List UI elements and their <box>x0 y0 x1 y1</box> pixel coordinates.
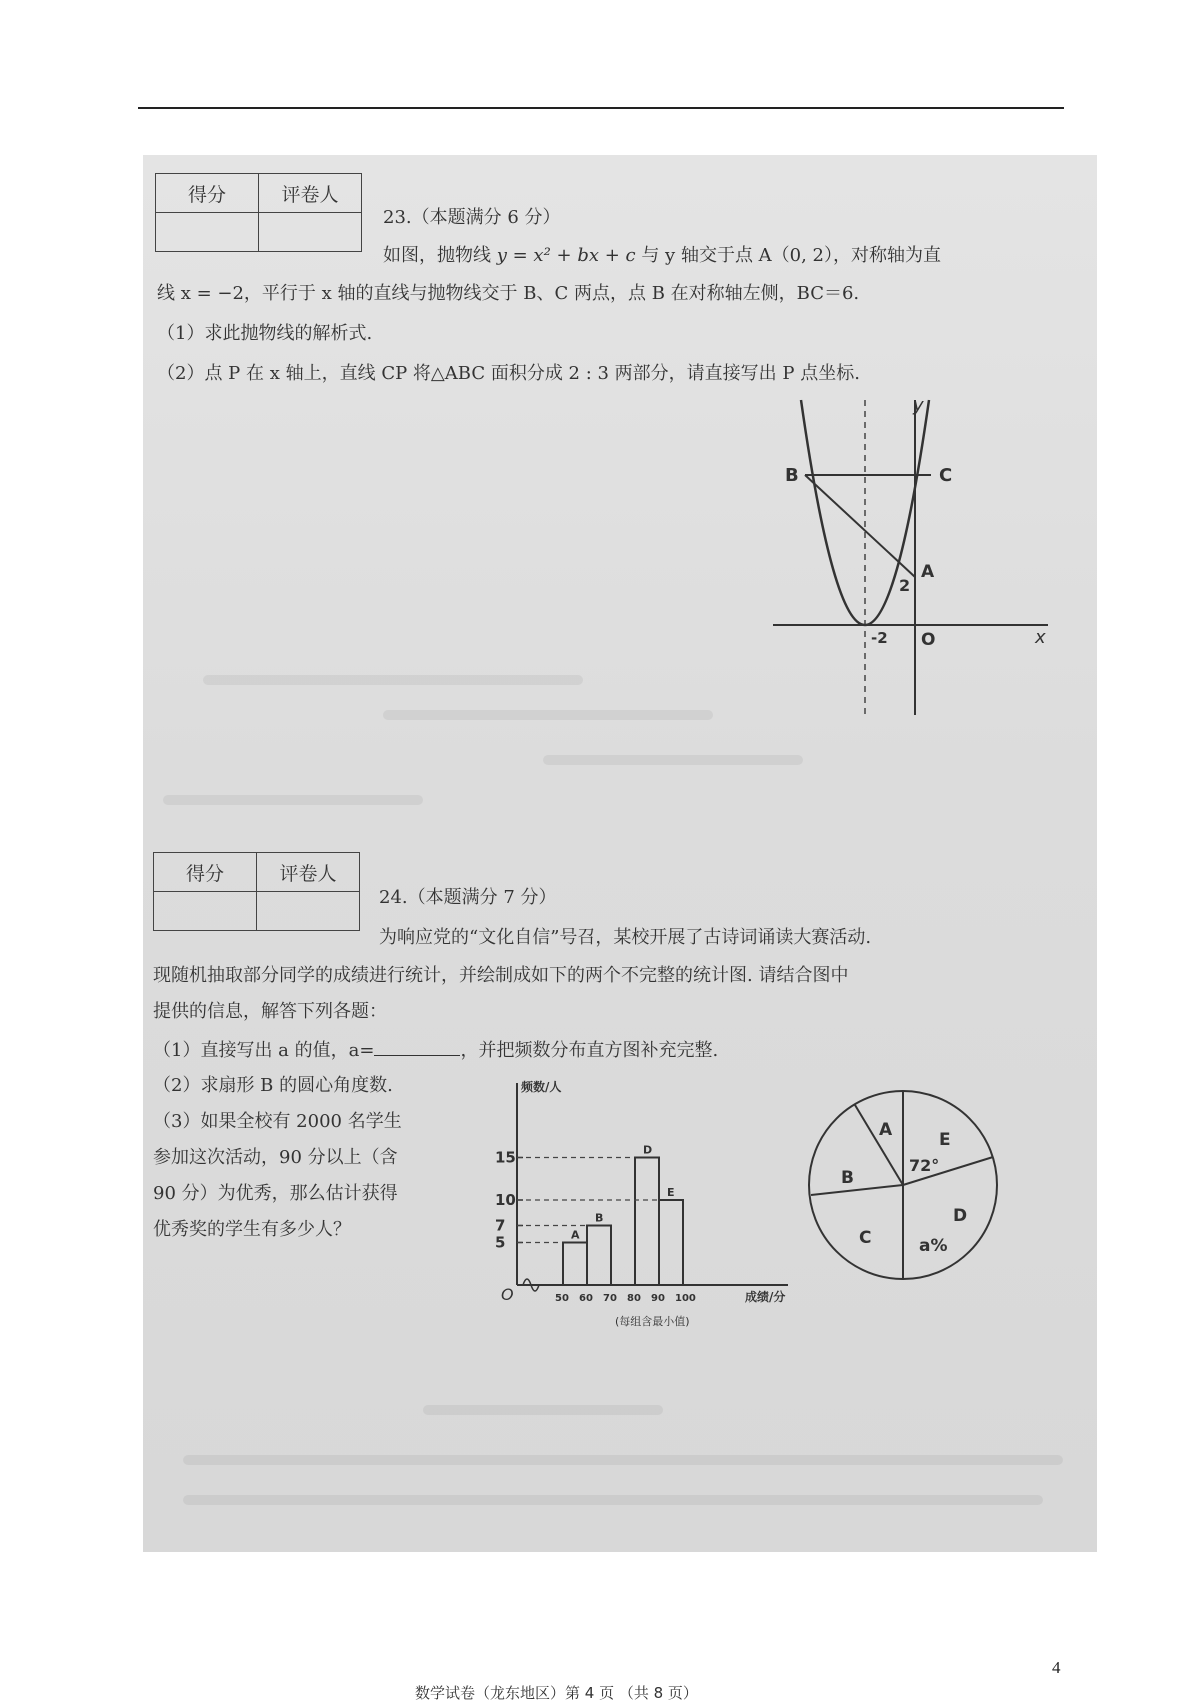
sector-c-label: C <box>859 1228 872 1248</box>
q24-part1 <box>153 1039 718 1062</box>
sector-d-percent: a% <box>919 1236 948 1256</box>
sector-a-label: A <box>879 1120 893 1140</box>
y-tick-label: 7 <box>495 1216 506 1235</box>
q23-formula: y = x² + bx + c <box>496 245 636 266</box>
q23-line1-prefix: 如图，抛物线 <box>383 245 497 266</box>
sector-e-label: E <box>939 1130 951 1150</box>
x-tick-label: 80 <box>627 1293 641 1304</box>
pie-divider <box>855 1105 903 1185</box>
q23-title: 23.（本题满分 6 分） <box>383 207 561 228</box>
grader-header: 评卷人 <box>257 853 360 892</box>
parabola-figure <box>763 395 1063 735</box>
grader-cell <box>257 892 360 931</box>
hist-xlabel: 成绩/分 <box>745 1290 786 1304</box>
x-tick-label: 90 <box>651 1293 665 1304</box>
q24-score-table <box>153 852 360 931</box>
q23-score-table <box>155 173 362 252</box>
y-intercept-label: 2 <box>899 576 911 595</box>
point-b-label: B <box>785 465 799 486</box>
scanned-exam-photo <box>143 155 1097 1702</box>
symmetry-x-label: -2 <box>871 629 888 647</box>
q24-part1-suffix: ，并把频数分布直方图补充完整. <box>460 1040 719 1061</box>
score-header: 得分 <box>156 174 259 213</box>
q24-line1: 为响应党的“文化自信”号召，某校开展了古诗词诵读大赛活动. <box>379 927 872 948</box>
point-a-label: A <box>921 562 935 582</box>
x-tick-label: 60 <box>579 1293 593 1304</box>
point-c-label: C <box>939 465 953 486</box>
x-tick-label: 100 <box>675 1293 696 1304</box>
score-cell <box>154 892 257 931</box>
q24-title: 24.（本题满分 7 分） <box>379 887 557 908</box>
q24-part3-line2: 参加这次活动，90 分以上（含 <box>153 1147 398 1168</box>
q23-part2: （2）点 P 在 x 轴上，直线 CP 将△ABC 面积分成 2 : 3 两部分，请直接写出 P 点坐标. <box>157 363 860 384</box>
bar-label: B <box>595 1211 604 1225</box>
bar-label: A <box>571 1228 580 1242</box>
page-number: 4 <box>1052 1658 1061 1677</box>
y-tick-label: 15 <box>495 1148 516 1167</box>
hist-note: (每组含最小值) <box>615 1315 690 1328</box>
exam-footer: 数学试卷（龙东地区）第 4 页 （共 8 页） <box>415 1684 698 1702</box>
q24-line2: 现随机抽取部分同学的成绩进行统计，并绘制成如下的两个不完整的统计图. 请结合图中 <box>153 965 849 986</box>
answer-blank <box>374 1039 460 1056</box>
frequency-histogram <box>483 1075 803 1328</box>
x-tick-label: 50 <box>555 1293 569 1304</box>
q24-part1-prefix: （1）直接写出 a 的值，a= <box>153 1040 375 1061</box>
grader-cell <box>259 213 362 252</box>
pie-divider <box>811 1185 903 1195</box>
origin-label: O <box>921 630 936 650</box>
q24-part3-line1: （3）如果全校有 2000 名学生 <box>153 1111 402 1132</box>
q23-part1: （1）求此抛物线的解析式. <box>157 323 373 344</box>
histogram-bar <box>659 1200 683 1285</box>
q24-part3-line4: 优秀奖的学生有多少人？ <box>153 1219 351 1240</box>
hist-ylabel: 频数/人 <box>521 1080 562 1094</box>
y-tick-label: 10 <box>495 1191 516 1209</box>
bar-label: E <box>667 1186 675 1199</box>
y-axis-label: y <box>913 395 924 416</box>
score-cell <box>156 213 259 252</box>
sector-d-label: D <box>953 1206 968 1226</box>
q23-line1-suffix: 与 y 轴交于点 A（0, 2），对称轴为直 <box>635 245 942 266</box>
q23-line2: 线 x = −2，平行于 x 轴的直线与抛物线交于 B、C 两点，点 B 在对称轴左侧，BC＝6. <box>157 283 860 304</box>
sector-b-label: B <box>841 1168 854 1188</box>
y-tick-label: 5 <box>495 1233 506 1252</box>
q24-part3-line3: 90 分）为优秀，那么估计获得 <box>153 1183 398 1204</box>
q23-line1 <box>383 245 941 267</box>
histogram-bar <box>587 1226 611 1286</box>
x-tick-label: 70 <box>603 1293 617 1304</box>
histogram-bar <box>563 1243 587 1286</box>
sector-pie-chart <box>803 1085 1003 1285</box>
header-rule <box>138 107 1064 109</box>
histogram-bar <box>635 1158 659 1286</box>
bar-label: D <box>643 1143 653 1157</box>
x-axis-label: x <box>1035 627 1046 648</box>
grader-header: 评卷人 <box>259 174 362 213</box>
sector-e-angle: 72° <box>909 1156 940 1175</box>
q24-line3: 提供的信息，解答下列各题： <box>153 1001 387 1022</box>
hist-origin: O <box>501 1285 514 1304</box>
score-header: 得分 <box>154 853 257 892</box>
q24-part2: （2）求扇形 B 的圆心角度数. <box>153 1075 393 1096</box>
